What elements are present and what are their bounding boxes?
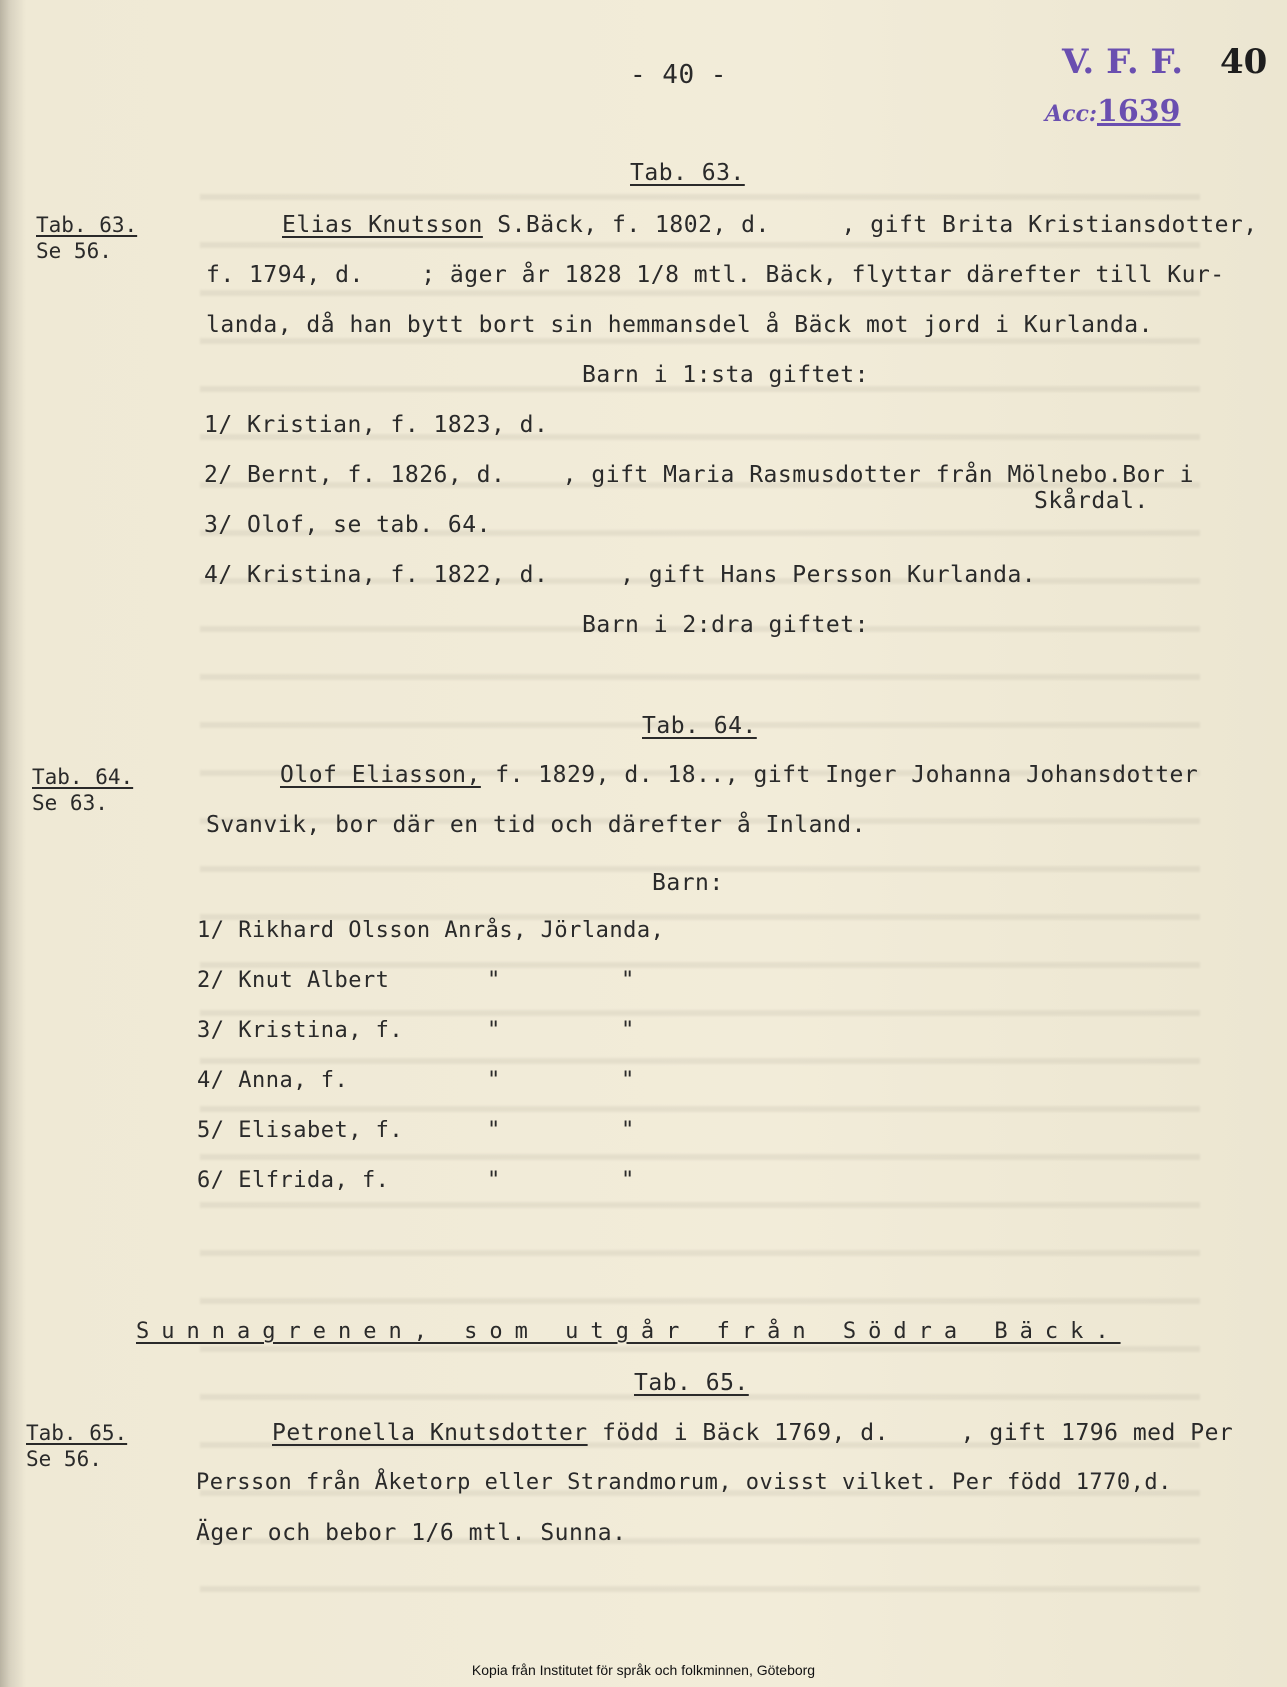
margin-see: Se 63. xyxy=(32,791,108,815)
tab63-bernt-cont: Skårdal. xyxy=(1034,488,1149,514)
page-marker: - 40 - xyxy=(630,60,727,90)
tab64-child xyxy=(197,1068,635,1093)
margin-note-tab63 xyxy=(36,160,137,290)
ditto-mark: " xyxy=(487,968,501,993)
tab63-child: 3/ Olof, se tab. 64. xyxy=(204,512,491,538)
margin-tab: Tab. 64. xyxy=(32,765,134,789)
ditto-mark: " xyxy=(621,1168,635,1193)
margin-tab: Tab. 65. xyxy=(26,1421,128,1445)
tab64-heading: Tab. 64. xyxy=(642,713,757,739)
tab65-line1 xyxy=(272,1420,1233,1446)
tab63-line3: landa, då han bytt bort sin hemmansdel å Bäck mot jord i Kurlanda. xyxy=(206,312,1153,338)
tab64-child xyxy=(197,1118,635,1143)
tab64-line2: Svanvik, bor där en tid och därefter å Inland. xyxy=(206,812,866,838)
tab63-child: 1/ Kristian, f. 1823, d. xyxy=(204,412,549,438)
ditto-mark: " xyxy=(487,1018,501,1043)
acc-number: 1639 xyxy=(1096,94,1181,129)
tab64-child xyxy=(197,1018,635,1043)
tab65-heading: Tab. 65. xyxy=(634,1370,749,1396)
tab64-child xyxy=(197,918,664,943)
tab64-children-heading: Barn: xyxy=(652,870,724,896)
tab63-child: 2/ Bernt, f. 1826, d. , gift Maria Rasmusdotter från Mölnebo.Bor i xyxy=(204,462,1194,488)
ditto-mark: " xyxy=(487,1118,501,1143)
acc-label: Acc: xyxy=(1045,101,1097,127)
ditto-mark: " xyxy=(487,1068,501,1093)
archive-footer: Kopia från Institutet för språk och folkminnen, Göteborg xyxy=(471,1662,816,1678)
tab63-child: 4/ Kristina, f. 1822, d. , gift Hans Persson Kurlanda. xyxy=(204,562,1037,588)
tab63-line1-rest: S.Bäck, f. 1802, d. , gift Brita Kristiansdotter, xyxy=(482,212,1258,238)
ditto-mark: " xyxy=(487,1168,501,1193)
tab63-line2: f. 1794, d. ; äger år 1828 1/8 mtl. Bäck, flyttar därefter till Kur- xyxy=(206,262,1225,288)
tab64-line1 xyxy=(280,762,1198,788)
tab65-line2: Persson från Åketorp eller Strandmorum, ovisst vilket. Per född 1770,d. xyxy=(196,1470,1172,1495)
tab64-name: Olof Eliasson, xyxy=(280,762,481,788)
tab64-child xyxy=(197,1168,635,1193)
ditto-mark: " xyxy=(621,1118,635,1143)
tab64-child xyxy=(197,968,635,993)
child-label: 2/ Knut Albert xyxy=(197,968,390,993)
tab65-line3: Äger och bebor 1/6 mtl. Sunna. xyxy=(196,1520,627,1546)
ditto-mark: " xyxy=(621,968,635,993)
margin-note-tab64 xyxy=(32,712,133,842)
child-label: 4/ Anna, f. xyxy=(197,1068,349,1093)
tab63-children2-heading: Barn i 2:dra giftet: xyxy=(582,612,869,638)
tab63-children1-heading: Barn i 1:sta giftet: xyxy=(582,362,869,388)
tab63-heading: Tab. 63. xyxy=(630,160,745,186)
acc-stamp xyxy=(1045,94,1180,129)
child-label: 3/ Kristina, f. xyxy=(197,1018,404,1043)
margin-see: Se 56. xyxy=(26,1447,102,1471)
child-label: 6/ Elfrida, f. xyxy=(197,1168,390,1193)
tab64-line1-rest: f. 1829, d. 18.., gift Inger Johanna Johansdotter xyxy=(480,762,1199,788)
margin-tab: Tab. 63. xyxy=(36,213,138,237)
vff-stamp: V. F. F. xyxy=(1062,42,1184,82)
ditto-mark: " xyxy=(621,1068,635,1093)
margin-note-tab65 xyxy=(26,1368,127,1498)
ditto-mark: " xyxy=(621,1018,635,1043)
page-number: 40 xyxy=(1220,42,1268,82)
section-heading: Sunnagrenen, som utgår från Södra Bäck. xyxy=(136,1319,1121,1344)
child-label: 5/ Elisabet, f. xyxy=(197,1118,404,1143)
margin-see: Se 56. xyxy=(36,239,112,263)
tab63-line1 xyxy=(282,212,1258,238)
tab63-name: Elias Knutsson xyxy=(282,212,483,238)
child-label: 1/ Rikhard Olsson Anrås, Jörlanda, xyxy=(197,918,665,943)
tab65-name: Petronella Knutsdotter xyxy=(272,1420,588,1446)
tab65-line1-rest: född i Bäck 1769, d. , gift 1796 med Per xyxy=(587,1420,1234,1446)
